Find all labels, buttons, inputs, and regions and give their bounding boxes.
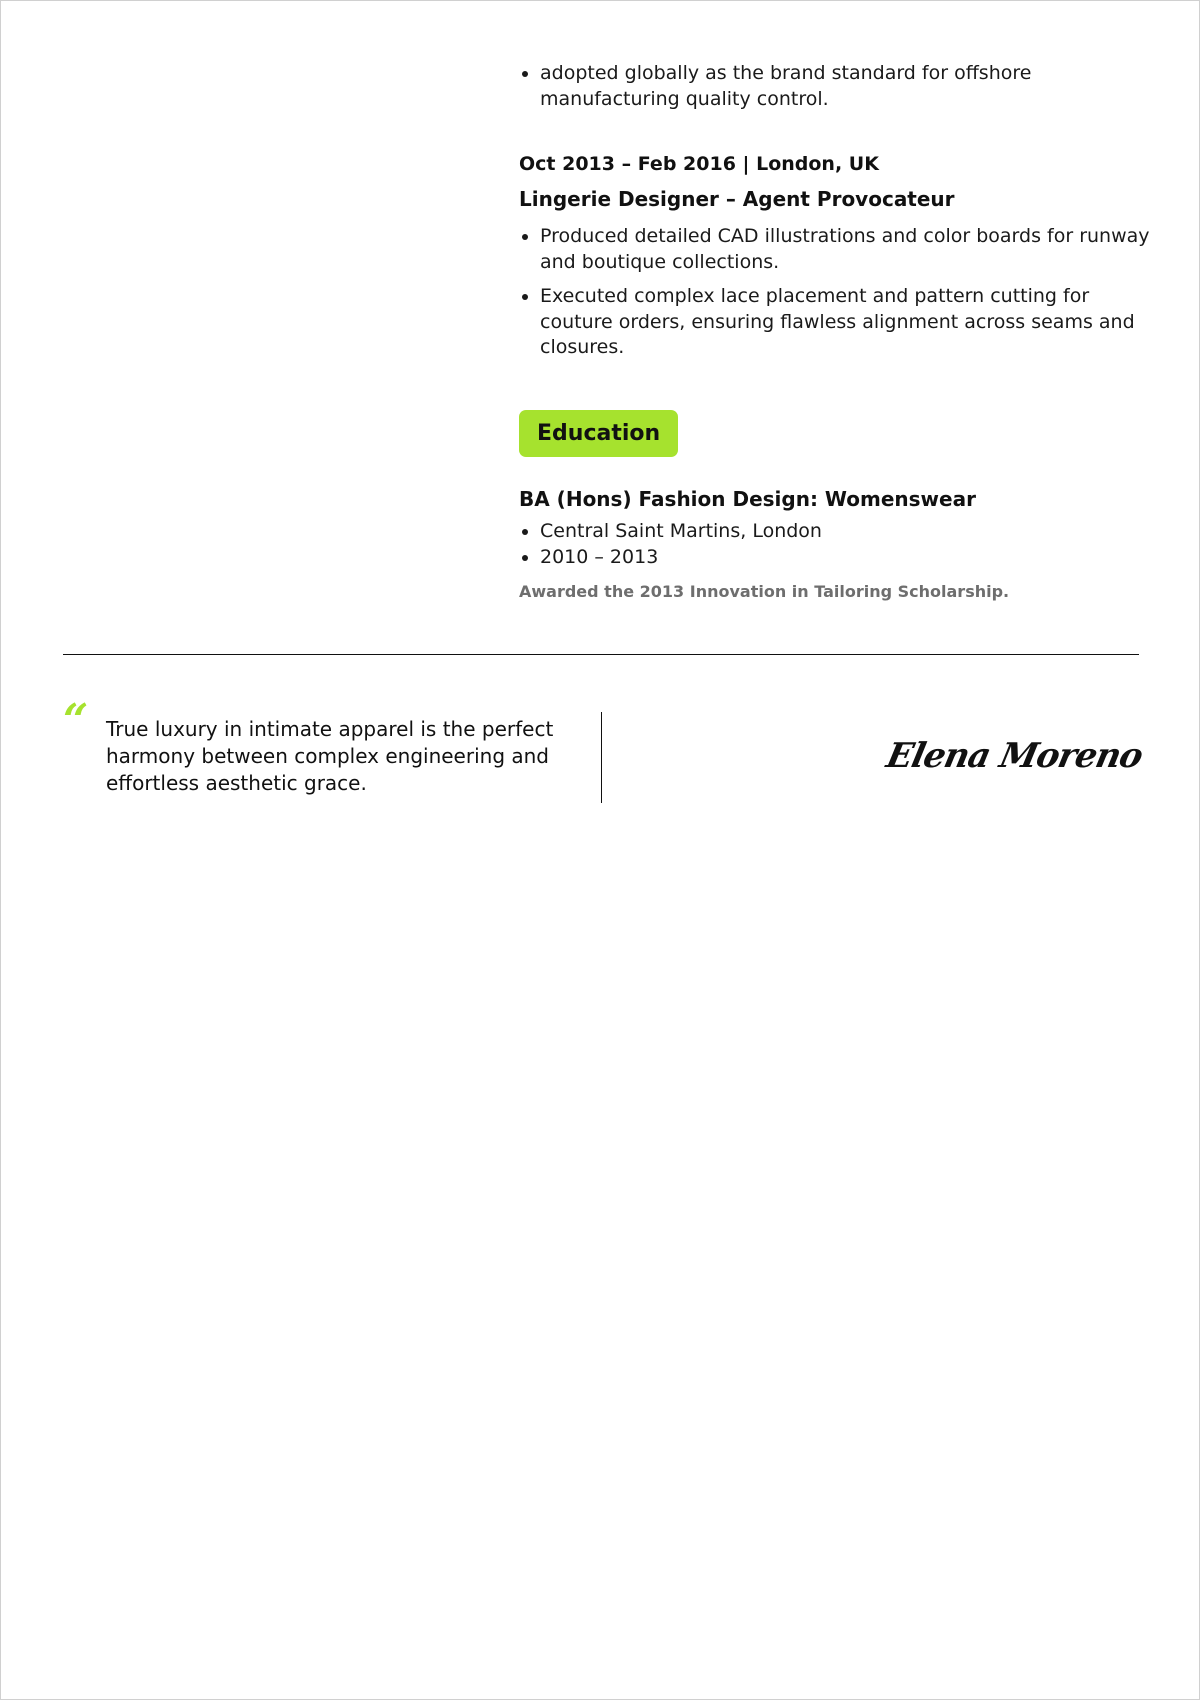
education-details-list bbox=[519, 519, 1160, 570]
education-note: Awarded the 2013 Innovation in Tailoring Scholarship. bbox=[519, 582, 1010, 601]
list-item: • Executed complex lace placement and pattern cutting for couture orders, ensuring flawless alignment across seams and closures. bbox=[540, 284, 1160, 361]
vertical-divider bbox=[601, 712, 602, 803]
list-item: • Central Saint Martins, London bbox=[540, 519, 1160, 545]
list-item: • 2010 – 2013 bbox=[540, 545, 1160, 571]
quote-mark-icon: “ bbox=[63, 695, 89, 746]
horizontal-divider bbox=[63, 654, 1139, 655]
list-item: • Produced detailed CAD illustrations and color boards for runway and boutique collections. bbox=[540, 224, 1160, 275]
personal-quote: True luxury in intimate apparel is the perfect harmony between complex engineering and effortless aesthetic grace. bbox=[106, 717, 554, 795]
education-heading: Education bbox=[519, 410, 678, 457]
continued-experience-list bbox=[519, 61, 1160, 112]
signature: Elena Moreno bbox=[882, 736, 1146, 776]
job-title: Lingerie Designer – Agent Provocateur bbox=[519, 187, 955, 211]
job-responsibilities-list bbox=[519, 224, 1160, 370]
job-dates-location: Oct 2013 – Feb 2016 | London, UK bbox=[519, 153, 879, 175]
list-item: • adopted globally as the brand standard for offshore manufacturing quality control. bbox=[540, 61, 1160, 112]
degree-title: BA (Hons) Fashion Design: Womenswear bbox=[519, 487, 976, 511]
